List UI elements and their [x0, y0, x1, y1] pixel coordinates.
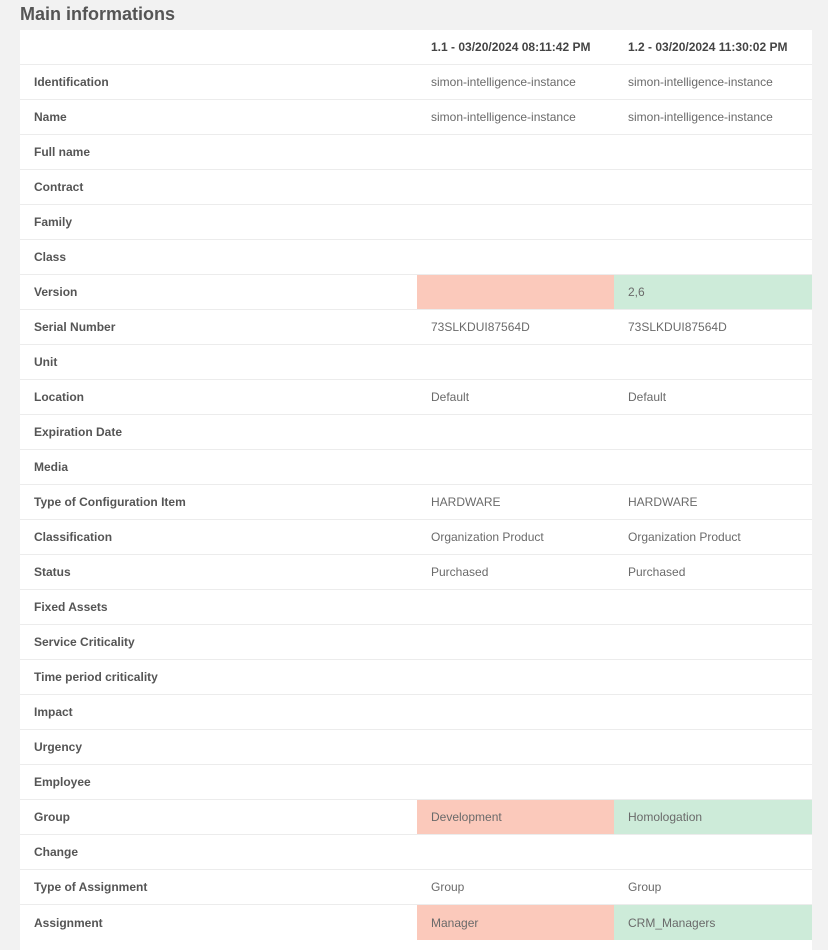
- version-1-value: [417, 625, 614, 659]
- version-1-value: [417, 590, 614, 624]
- field-label: Employee: [34, 775, 91, 789]
- version-2-value: [614, 345, 812, 379]
- version-1-value: [417, 765, 614, 799]
- version-2-value: [614, 240, 812, 274]
- table-row: [20, 660, 812, 695]
- version-2-value: [614, 730, 812, 764]
- field-label: Location: [34, 390, 84, 404]
- version-1-value: [417, 415, 614, 449]
- field-label: Contract: [34, 180, 84, 194]
- field-label: Change: [34, 845, 79, 859]
- field-label: Version: [34, 285, 78, 299]
- version-1-value: [417, 240, 614, 274]
- field-label: Time period criticality: [34, 670, 158, 684]
- version-1-value: Organization Product: [431, 530, 544, 544]
- version-2-value: [614, 415, 812, 449]
- version-1-value-changed: Manager: [417, 905, 614, 940]
- table-row: [20, 485, 812, 520]
- version-2-value: Purchased: [628, 565, 686, 579]
- version-2-value: [614, 205, 812, 239]
- header-label-cell: [20, 30, 417, 64]
- field-label: Group: [34, 810, 70, 824]
- table-row: [20, 275, 812, 310]
- version-2-value: [614, 450, 812, 484]
- version-1-value-changed: Development: [417, 800, 614, 834]
- table-row: [20, 240, 812, 275]
- version-2-value-changed: Homologation: [614, 800, 812, 834]
- table-row: [20, 65, 812, 100]
- field-label: Type of Configuration Item: [34, 495, 186, 509]
- table-row: [20, 380, 812, 415]
- version-2-value: [614, 660, 812, 694]
- version-comparison-table: [20, 30, 812, 940]
- table-row: [20, 100, 812, 135]
- version-2-value: [614, 835, 812, 869]
- field-label: Classification: [34, 530, 113, 544]
- field-label: Urgency: [34, 740, 83, 754]
- field-label: Impact: [34, 705, 73, 719]
- version-1-value: Group: [431, 880, 465, 894]
- field-label: Serial Number: [34, 320, 116, 334]
- table-bottom-edge: [20, 940, 812, 950]
- table-row: [20, 835, 812, 870]
- version-2-value: Default: [628, 390, 667, 404]
- version-1-value-changed: [417, 275, 614, 309]
- table-row: [20, 555, 812, 590]
- field-label: Family: [34, 215, 73, 229]
- version-2-value: [614, 695, 812, 729]
- table-row: [20, 310, 812, 345]
- version-1-value: [417, 660, 614, 694]
- table-row: [20, 520, 812, 555]
- version-2-value: simon-intelligence-instance: [628, 110, 773, 124]
- section-title: Main informations: [20, 4, 176, 24]
- table-row: [20, 765, 812, 800]
- version-1-value: simon-intelligence-instance: [431, 110, 576, 124]
- version-1-value: 73SLKDUI87564D: [431, 320, 530, 334]
- field-label: Class: [34, 250, 67, 264]
- version-2-value-changed: 2,6: [614, 275, 812, 309]
- field-label: Type of Assignment: [34, 880, 148, 894]
- field-label: Assignment: [34, 915, 103, 930]
- version-1-value: [417, 345, 614, 379]
- field-label: Service Criticality: [34, 635, 135, 649]
- table-row: [20, 135, 812, 170]
- version-2-value: HARDWARE: [628, 495, 698, 509]
- version-1-value: [417, 205, 614, 239]
- version-1-value: Purchased: [431, 565, 489, 579]
- version-1-value: [417, 450, 614, 484]
- version-2-value: Group: [628, 880, 662, 894]
- table-header-row: [20, 30, 812, 65]
- version-2-value: [614, 170, 812, 204]
- version-2-value: [614, 625, 812, 659]
- version-1-value: [417, 170, 614, 204]
- table-row: [20, 205, 812, 240]
- table-row: [20, 415, 812, 450]
- table-row: [20, 450, 812, 485]
- version-1-value: simon-intelligence-instance: [431, 75, 576, 89]
- field-label: Fixed Assets: [34, 600, 108, 614]
- field-label: Expiration Date: [34, 425, 123, 439]
- field-label: Identification: [34, 75, 109, 89]
- table-row: [20, 870, 812, 905]
- table-row: [20, 590, 812, 625]
- version-2-value: [614, 765, 812, 799]
- version-2-value: Organization Product: [628, 530, 741, 544]
- field-label: Unit: [34, 355, 58, 369]
- table-row: [20, 905, 812, 940]
- field-label: Name: [34, 110, 67, 124]
- version-1-header: 1.1 - 03/20/2024 08:11:42 PM: [431, 40, 591, 54]
- table-body: [20, 65, 812, 940]
- table-row: [20, 625, 812, 660]
- field-label: Media: [34, 460, 69, 474]
- table-row: [20, 730, 812, 765]
- version-2-value-changed: CRM_Managers: [614, 905, 812, 940]
- version-1-value: [417, 695, 614, 729]
- version-1-value: Default: [431, 390, 470, 404]
- table-row: [20, 345, 812, 380]
- version-1-value: [417, 730, 614, 764]
- version-2-value: simon-intelligence-instance: [628, 75, 773, 89]
- version-2-value: [614, 590, 812, 624]
- table-row: [20, 800, 812, 835]
- table-row: [20, 695, 812, 730]
- field-label: Full name: [34, 145, 91, 159]
- version-2-value: [614, 135, 812, 169]
- version-1-value: [417, 835, 614, 869]
- version-1-value: [417, 135, 614, 169]
- version-2-value: 73SLKDUI87564D: [628, 320, 727, 334]
- version-2-header: 1.2 - 03/20/2024 11:30:02 PM: [628, 40, 788, 54]
- version-1-value: HARDWARE: [431, 495, 501, 509]
- field-label: Status: [34, 565, 71, 579]
- table-row: [20, 170, 812, 205]
